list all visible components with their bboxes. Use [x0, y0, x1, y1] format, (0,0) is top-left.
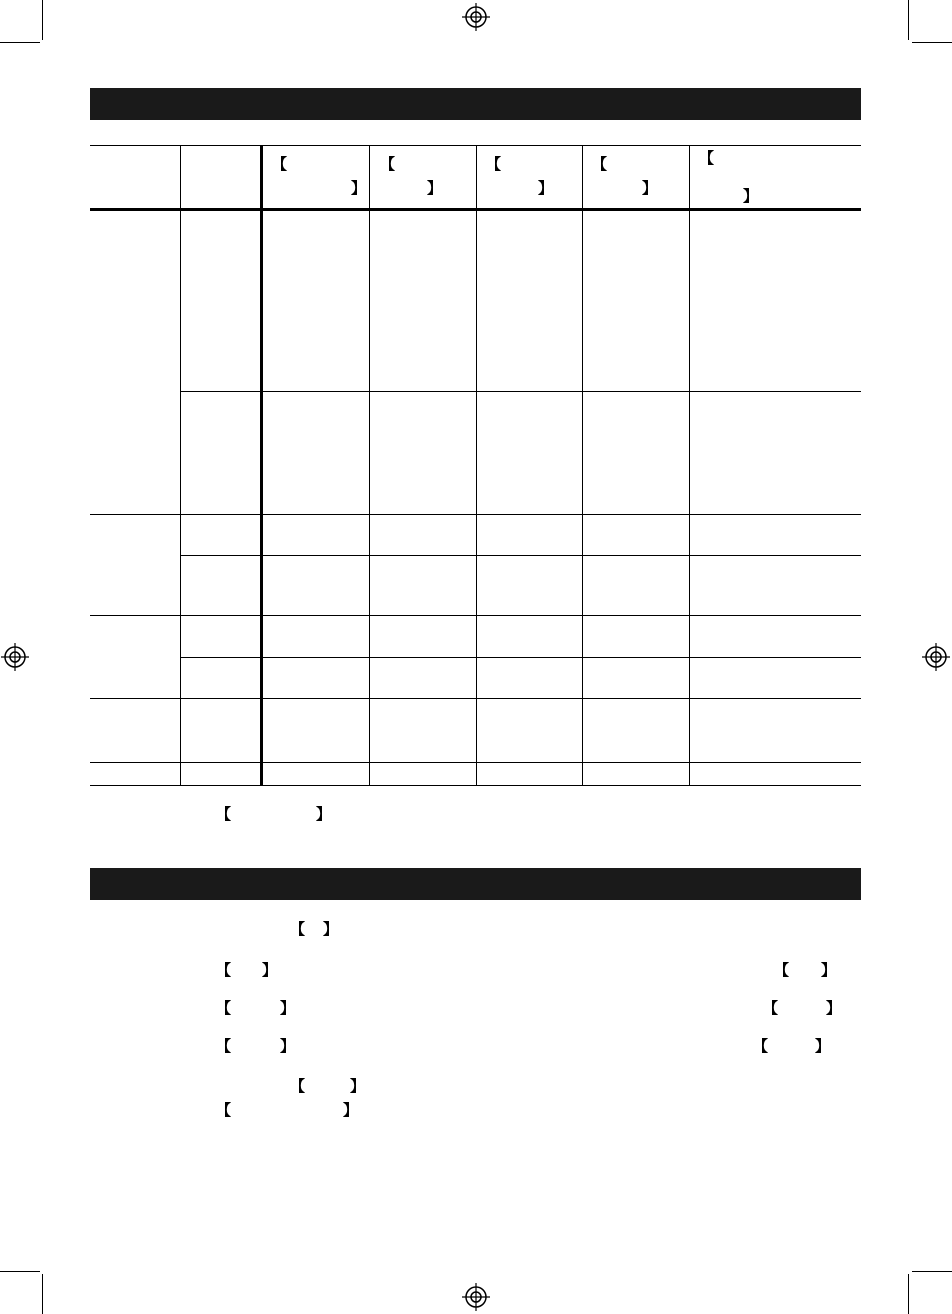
open-bracket: 【: [380, 155, 396, 173]
close-bracket: 】: [642, 179, 658, 197]
close-bracket: 】: [538, 179, 554, 197]
open-bracket: 【: [753, 1037, 769, 1055]
open-bracket: 【: [763, 999, 779, 1017]
close-bracket: 】: [343, 1101, 359, 1119]
section-header-bar-1: [90, 88, 861, 120]
close-bracket: 】: [826, 999, 842, 1017]
open-bracket: 【: [216, 999, 232, 1017]
registration-mark-icon: [1, 643, 29, 671]
close-bracket: 】: [323, 920, 339, 938]
close-bracket: 】: [427, 179, 443, 197]
open-bracket: 【: [592, 155, 608, 173]
close-bracket: 】: [262, 961, 278, 979]
close-bracket: 】: [350, 1077, 366, 1095]
close-bracket: 】: [280, 1037, 296, 1055]
open-bracket: 【: [290, 1077, 306, 1095]
registration-mark-icon: [462, 1283, 490, 1311]
close-bracket: 】: [821, 961, 837, 979]
section-header-bar-2: [90, 868, 861, 900]
open-bracket: 【: [216, 961, 232, 979]
open-bracket: 【: [216, 1037, 232, 1055]
open-bracket: 【: [699, 149, 715, 167]
open-bracket: 【: [290, 920, 306, 938]
open-bracket: 【: [216, 1101, 232, 1119]
close-bracket: 】: [280, 999, 296, 1017]
close-bracket: 】: [316, 805, 332, 823]
open-bracket: 【: [774, 961, 790, 979]
open-bracket: 【: [216, 805, 232, 823]
close-bracket: 】: [351, 179, 367, 197]
open-bracket: 【: [486, 155, 502, 173]
close-bracket: 】: [743, 187, 759, 205]
registration-mark-icon: [462, 3, 490, 31]
registration-mark-icon: [922, 643, 950, 671]
close-bracket: 】: [815, 1037, 831, 1055]
open-bracket: 【: [272, 155, 288, 173]
